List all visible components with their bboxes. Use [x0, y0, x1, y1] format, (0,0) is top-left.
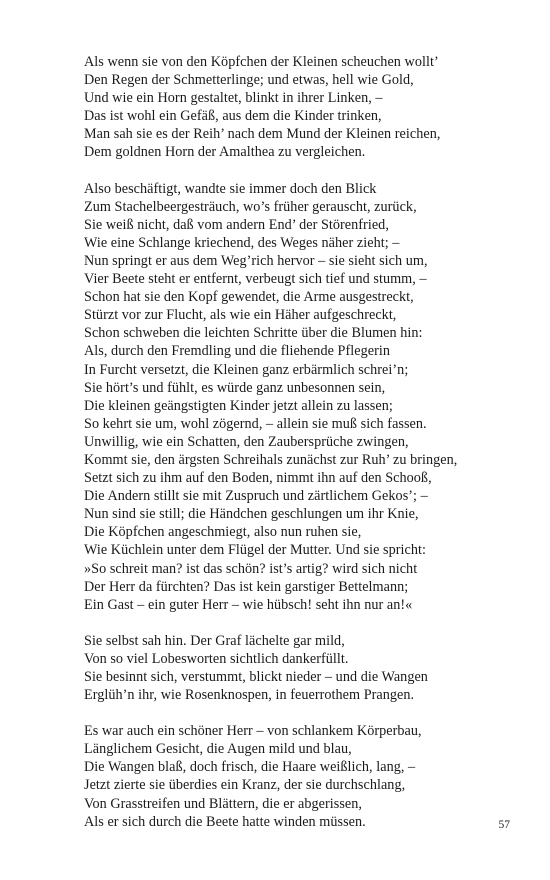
stanza-3 — [84, 632, 524, 704]
verse-line: Als, durch den Fremdling und die fliehende Pflegerin — [84, 343, 390, 360]
verse-line: Der Herr da fürchten? Das ist kein garstiger Bettelmann; — [84, 578, 409, 595]
verse-line: Die Andern stillt sie mit Zuspruch und zärtlichem Gekos’; – — [84, 488, 428, 505]
verse-line: Nun springt er aus dem Weg’rich hervor – sie sieht sich um, — [84, 252, 428, 269]
verse-line: So kehrt sie um, wohl zögernd, – allein sie muß sich fassen. — [84, 415, 427, 432]
page-number: 57 — [498, 819, 510, 831]
verse-line: Die kleinen geängstigten Kinder jetzt allein zu lassen; — [84, 397, 393, 414]
verse-line: »So schreit man? ist das schön? ist’s artig? wird sich nicht — [84, 560, 418, 577]
verse-line: Wie Küchlein unter dem Flügel der Mutter. Und sie spricht: — [84, 542, 426, 559]
verse-line: Man sah sie es der Reih’ nach dem Mund der Kleinen reichen, — [84, 126, 441, 143]
verse-line: Die Köpfchen angeschmiegt, also nun ruhen sie, — [84, 524, 362, 541]
verse-line: Und wie ein Horn gestaltet, blinkt in ihrer Linken, – — [84, 90, 383, 107]
verse-line: Nun sind sie still; die Händchen geschlungen um ihr Knie, — [84, 506, 419, 523]
verse-line: Unwillig, wie ein Schatten, den Zaubersprüche zwingen, — [84, 433, 409, 450]
verse-line: Setzt sich zu ihm auf den Boden, nimmt ihn auf den Schooß, — [84, 470, 432, 487]
verse-line: Kommt sie, den ärgsten Schreihals zunächst zur Ruh’ zu bringen, — [84, 451, 458, 468]
verse-line: Schon schweben die leichten Schritte über die Blumen hin: — [84, 325, 423, 342]
verse-line: Erglüh’n ihr, wie Rosenknospen, in feuerrothem Prangen. — [84, 687, 415, 704]
stanza-1 — [84, 53, 524, 162]
verse-line: Schon hat sie den Kopf gewendet, die Arme ausgestreckt, — [84, 289, 414, 306]
verse-line: Also beschäftigt, wandte sie immer doch den Blick — [84, 180, 377, 197]
verse-line: Als er sich durch die Beete hatte winden müssen. — [84, 813, 366, 830]
verse-line: Länglichem Gesicht, die Augen mild und blau, — [84, 741, 352, 758]
verse-line: Vier Beete steht er entfernt, verbeugt sich tief und stumm, – — [84, 271, 427, 288]
verse-line: Es war auch ein schöner Herr – von schlankem Körperbau, — [84, 723, 422, 740]
verse-line: Wie eine Schlange kriechend, des Weges näher zieht; – — [84, 234, 400, 251]
verse-line: Von so viel Lobesworten sichtlich dankerfüllt. — [84, 650, 349, 667]
verse-line: In Furcht versetzt, die Kleinen ganz erbärmlich schrei’n; — [84, 361, 409, 378]
verse-line: Sie besinnt sich, verstummt, blickt nieder – und die Wangen — [84, 669, 428, 685]
verse-line: Als wenn sie von den Köpfchen der Kleinen scheuchen wollt’ — [84, 54, 439, 70]
verse-line: Den Regen der Schmetterlinge; und etwas, hell wie Gold, — [84, 72, 414, 89]
verse-line: Sie hört’s und fühlt, es würde ganz unbesonnen sein, — [84, 379, 386, 396]
stanza-2 — [84, 180, 524, 614]
verse-line: Von Grasstreifen und Blättern, die er abgerissen, — [84, 795, 362, 812]
verse-line: Sie selbst sah hin. Der Graf lächelte gar mild, — [84, 632, 345, 649]
verse-line: Zum Stachelbeergesträuch, wo’s früher gerauscht, zurück, — [84, 198, 417, 215]
stanza-4 — [84, 722, 524, 831]
verse-line: Jetzt zierte sie überdies ein Kranz, der sie durchschlang, — [84, 777, 406, 794]
verse-line: Das ist wohl ein Gefäß, aus dem die Kinder trinken, — [84, 108, 382, 125]
verse-line: Dem goldnen Horn der Amalthea zu vergleichen. — [84, 144, 366, 161]
verse-line: Stürzt vor zur Flucht, als wie ein Häher aufgeschreckt, — [84, 307, 397, 324]
verse-line: Ein Gast – ein guter Herr – wie hübsch! seht ihn nur an!« — [84, 596, 413, 613]
verse-line: Die Wangen blaß, doch frisch, die Haare weißlich, lang, – — [84, 759, 416, 776]
verse-line: Sie weiß nicht, daß vom andern End’ der Störenfried, — [84, 216, 389, 233]
poem-text — [84, 53, 524, 831]
